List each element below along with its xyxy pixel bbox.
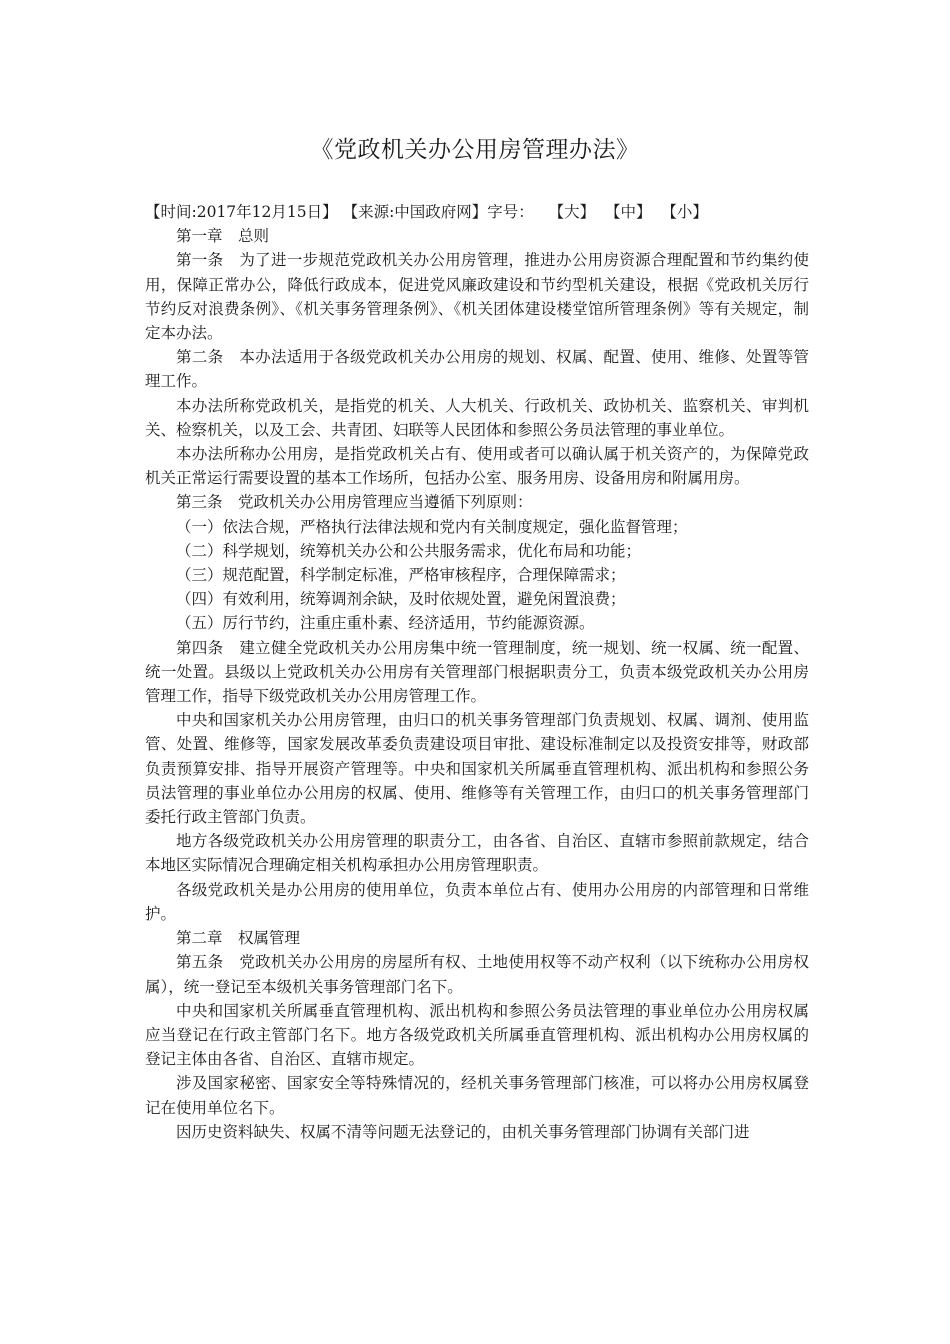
list-item: （二）科学规划，统筹机关办公和公共服务需求，优化布局和功能； — [176, 541, 642, 560]
list-item: （一）依法合规，严格执行法律法规和党内有关制度规定，强化监督管理； — [176, 517, 688, 536]
list-item: （五）厉行节约，注重庄重朴素、经济适用，节约能源资源。 — [176, 614, 595, 633]
article-meta — [145, 200, 809, 224]
font-size-medium-link[interactable]: 【中】 — [604, 203, 652, 221]
body-paragraph: 中央和国家机关办公用房管理，由归口的机关事务管理部门负责规划、权属、调剂、使用监管、处置、维修等，国家发展改革委负责建设项目审批、建设标准制定以及投资安排等，财政部负责预算安排、指导开展资产管理等。中央和国家机关所属垂直管理机构、派出机构和参照公务员法管理的事业单位办公用房的权属、使用、维修等有关管理工作，由归口的机关事务管理部门委托行政主管部门负责。 — [145, 711, 809, 827]
body-paragraph: 因历史资料缺失、权属不清等问题无法登记的，由机关事务管理部门协调有关部门进 — [176, 1122, 750, 1141]
font-size-small-link[interactable]: 【小】 — [661, 203, 708, 221]
article-paragraph: 第一条 为了进一步规范党政机关办公用房管理，推进办公用房资源合理配置和节约集约使用，保障正常办公，降低行政成本，促进党风廉政建设和节约型机关建设，根据《党政机关厉行节约反对浪费条例》、《机关事务管理条例》、《机关团体建设楼堂馆所管理条例》等有关规定，制定本办法。 — [145, 251, 809, 343]
body-paragraph: 本办法所称党政机关，是指党的机关、人大机关、行政机关、政协机关、监察机关、审判机关、检察机关，以及工会、共青团、妇联等人民团体和参照公务员法管理的事业单位。 — [145, 396, 809, 439]
body-paragraph: 中央和国家机关所属垂直管理机构、派出机构和参照公务员法管理的事业单位办公用房权属应当登记在行政主管部门名下。地方各级党政机关所属垂直管理机构、派出机构办公用房权属的登记主体由各省、自治区、直辖市规定。 — [145, 1001, 809, 1069]
document-body — [145, 200, 809, 1144]
list-item: （四）有效利用，统筹调剂余缺，及时依规处置，避免闲置浪费； — [176, 590, 626, 609]
publish-time: 【时间:2017年12月15日】 — [145, 203, 338, 221]
font-size-large-link[interactable]: 【大】 — [548, 203, 596, 221]
document-title: 《党政机关办公用房管理办法》 — [310, 137, 640, 163]
publish-source: 【来源:中国政府网】 — [342, 203, 488, 221]
article-paragraph: 第二条 本办法适用于各级党政机关办公用房的规划、权属、配置、使用、维修、处置等管理工作。 — [145, 348, 809, 391]
body-paragraph: 地方各级党政机关办公用房管理的职责分工，由各省、自治区、直辖市参照前款规定，结合本地区实际情况合理确定相关机构承担办公用房管理职责。 — [145, 832, 809, 875]
article-paragraph: 第三条 党政机关办公用房管理应当遵循下列原则： — [176, 493, 533, 512]
chapter-heading: 第二章 权属管理 — [176, 929, 301, 948]
article-paragraph: 第五条 党政机关办公用房的房屋所有权、土地使用权等不动产权利（以下统称办公用房权属），统一登记至本级机关事务管理部门名下。 — [145, 953, 809, 996]
list-item: （三）规范配置，科学制定标准，严格审核程序，合理保障需求； — [176, 566, 626, 585]
chapter-heading: 第一章 总则 — [176, 227, 270, 246]
font-size-label: 字号： — [487, 203, 534, 221]
body-paragraph: 本办法所称办公用房，是指党政机关占有、使用或者可以确认属于机关资产的，为保障党政机关正常运行需要设置的基本工作场所，包括办公室、服务用房、设备用房和附属用房。 — [145, 445, 809, 488]
body-paragraph: 涉及国家秘密、国家安全等特殊情况的，经机关事务管理部门核准，可以将办公用房权属登记在使用单位名下。 — [145, 1074, 809, 1117]
article-paragraph: 第四条 建立健全党政机关办公用房集中统一管理制度，统一规划、统一权属、统一配置、统一处置。县级以上党政机关办公用房有关管理部门根据职责分工，负责本级党政机关办公用房管理工作，指导下级党政机关办公用房管理工作。 — [145, 638, 809, 706]
body-paragraph: 各级党政机关是办公用房的使用单位，负责本单位占有、使用办公用房的内部管理和日常维护。 — [145, 880, 809, 923]
